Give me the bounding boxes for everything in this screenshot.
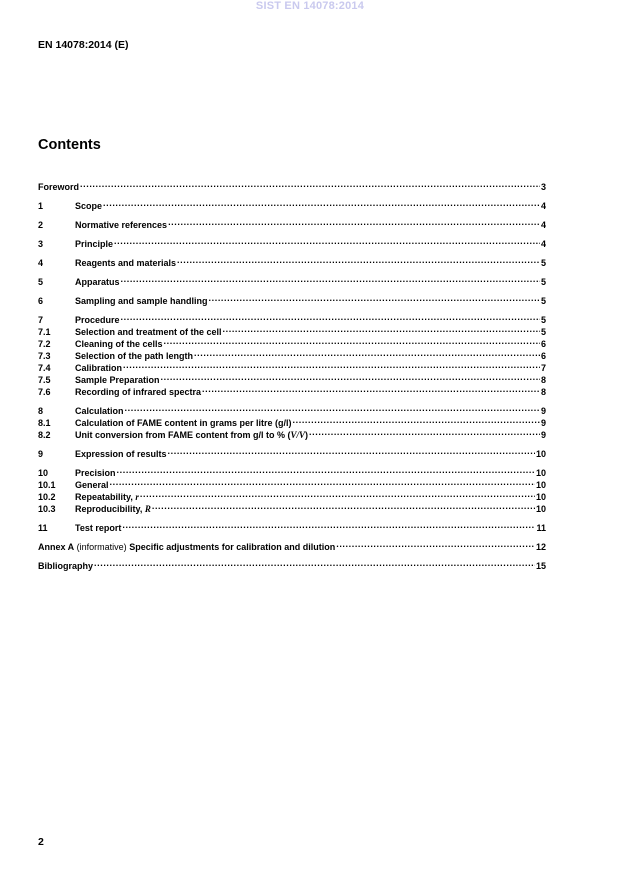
toc-entry-title: Normative references [75, 220, 168, 230]
toc-entry-title: Calculation [75, 406, 124, 416]
toc-entry-repeatability[interactable] [38, 488, 546, 500]
dot-leader [164, 335, 540, 347]
table-of-contents [38, 178, 546, 569]
toc-entry-expression-results[interactable] [38, 445, 546, 457]
toc-entry-title: Procedure [75, 315, 120, 325]
toc-entry-page: 7 [540, 363, 546, 373]
toc-entry-title-italic: R [144, 504, 151, 514]
dot-leader [293, 414, 540, 426]
page-number: 2 [38, 836, 44, 848]
toc-entry-page: 4 [540, 239, 546, 249]
toc-entry-page: 12 [535, 542, 546, 552]
toc-entry-number: 10.1 [38, 480, 56, 490]
dot-leader [309, 426, 540, 438]
dot-leader [168, 445, 535, 457]
toc-entry-number: 7.6 [38, 387, 51, 397]
toc-entry-title: Precision [75, 468, 116, 478]
page-title: Contents [38, 137, 101, 153]
toc-entry-page: 10 [535, 504, 546, 514]
toc-entry-page: 10 [535, 480, 546, 490]
toc-entry-number: 10.2 [38, 492, 56, 502]
toc-entry-number: 10 [38, 468, 49, 478]
dot-leader [117, 464, 535, 476]
toc-entry-test-report[interactable] [38, 519, 546, 531]
toc-entry-page: 9 [540, 406, 546, 416]
dot-leader [110, 476, 535, 488]
toc-entry-page: 10 [535, 468, 546, 478]
toc-entry-number: 8.2 [38, 430, 51, 440]
dot-leader [223, 323, 540, 335]
toc-entry-title-normal: (informative) [74, 542, 130, 552]
toc-entry-title: Sample Preparation [75, 375, 160, 385]
toc-entry-title: Selection of the path length [75, 351, 194, 361]
dot-leader [80, 178, 540, 190]
toc-entry-number: 2 [38, 220, 44, 230]
toc-entry-annex-a[interactable] [38, 538, 546, 550]
toc-entry-title: Reagents and materials [75, 258, 177, 268]
toc-entry-page: 4 [540, 201, 546, 211]
toc-entry-title: Scope [75, 201, 103, 211]
toc-entry-page: 5 [540, 277, 546, 287]
toc-entry-title: Apparatus [75, 277, 120, 287]
toc-entry-page: 9 [540, 418, 546, 428]
toc-entry-number: 9 [38, 449, 44, 459]
toc-entry-sampling[interactable] [38, 292, 546, 304]
toc-entry-title: Sampling and sample handling [75, 296, 208, 306]
toc-entry-title-text: Repeatability, [75, 492, 136, 502]
toc-entry-page: 6 [540, 339, 546, 349]
toc-entry-title-text: Annex A [38, 542, 75, 552]
toc-entry-title: Foreword [38, 182, 80, 192]
toc-entry-number: 7 [38, 315, 44, 325]
toc-entry-page: 5 [540, 315, 546, 325]
dot-leader [209, 292, 540, 304]
dot-leader [94, 557, 535, 569]
dot-leader [121, 311, 540, 323]
toc-entry-page: 8 [540, 387, 546, 397]
document-id: EN 14078:2014 (E) [38, 39, 129, 51]
toc-entry-title: Selection and treatment of the cell [75, 327, 222, 337]
toc-entry-title: General [75, 480, 109, 490]
toc-entry-title [75, 491, 139, 503]
toc-entry-principle[interactable] [38, 235, 546, 247]
toc-entry-page: 15 [535, 561, 546, 571]
toc-entry-title: Calibration [75, 363, 123, 373]
toc-entry-title-italic: V/V [290, 430, 306, 440]
toc-entry-number: 7.1 [38, 327, 51, 337]
toc-entry-general[interactable] [38, 476, 546, 488]
dot-leader [161, 371, 540, 383]
toc-entry-title-italic: r [135, 492, 139, 502]
toc-entry-title: Calculation of FAME content in grams per litre (g/l) [75, 418, 292, 428]
toc-entry-page: 5 [540, 258, 546, 268]
toc-entry-number: 7.4 [38, 363, 51, 373]
toc-entry-title: Bibliography [38, 561, 94, 571]
toc-entry-page: 3 [540, 182, 546, 192]
toc-entry-number: 3 [38, 239, 44, 249]
toc-entry-title-end: Specific adjustments for calibration and dilution [129, 542, 336, 552]
dot-leader [177, 254, 540, 266]
toc-entry-number: 4 [38, 258, 44, 268]
dot-leader [168, 216, 540, 228]
dot-leader [202, 383, 540, 395]
toc-entry-procedure[interactable] [38, 311, 546, 323]
toc-entry-page: 5 [540, 327, 546, 337]
toc-entry-title-text: Reproducibility, [75, 504, 145, 514]
toc-entry-title-end: ) [305, 430, 309, 440]
toc-entry-foreword[interactable] [38, 178, 546, 190]
toc-entry-title [75, 429, 308, 441]
toc-entry-title: Test report [75, 523, 122, 533]
toc-entry-page: 11 [536, 523, 546, 533]
toc-entry-title: Recording of infrared spectra [75, 387, 202, 397]
toc-entry-page: 6 [540, 351, 546, 361]
toc-entry-title: Expression of results [75, 449, 167, 459]
dot-leader [122, 519, 535, 531]
dot-leader [114, 235, 540, 247]
dot-leader [125, 402, 540, 414]
toc-entry-page: 9 [540, 430, 546, 440]
toc-entry-number: 8.1 [38, 418, 51, 428]
toc-entry-number: 5 [38, 277, 44, 287]
toc-entry-title-text: Unit conversion from FAME content from g/l to % ( [75, 430, 291, 440]
toc-entry-page: 10 [535, 449, 546, 459]
toc-entry-number: 11 [38, 523, 48, 533]
toc-entry-number: 8 [38, 406, 44, 416]
toc-entry-page: 5 [540, 296, 546, 306]
toc-entry-title [75, 503, 151, 515]
toc-entry-page: 10 [535, 492, 546, 502]
dot-leader [121, 273, 540, 285]
toc-entry-number: 1 [38, 201, 44, 211]
toc-entry-scope[interactable] [38, 197, 546, 209]
toc-entry-page: 8 [540, 375, 546, 385]
toc-entry-bibliography[interactable] [38, 557, 546, 569]
toc-entry-number: 6 [38, 296, 44, 306]
dot-leader [194, 347, 540, 359]
toc-entry-apparatus[interactable] [38, 273, 546, 285]
dot-leader [336, 538, 535, 550]
dot-leader [152, 500, 535, 512]
toc-entry-normative-references[interactable] [38, 216, 546, 228]
toc-entry-number: 7.3 [38, 351, 51, 361]
toc-entry-title: Cleaning of the cells [75, 339, 163, 349]
toc-entry-title [38, 541, 335, 553]
toc-entry-title: Principle [75, 239, 114, 249]
toc-entry-precision[interactable] [38, 464, 546, 476]
watermark: SIST EN 14078:2014 [255, 0, 365, 12]
toc-entry-reagents[interactable] [38, 254, 546, 266]
dot-leader [103, 197, 540, 209]
toc-entry-calculation[interactable] [38, 402, 546, 414]
toc-entry-number: 10.3 [38, 504, 56, 514]
toc-entry-number: 7.5 [38, 375, 51, 385]
toc-entry-number: 7.2 [38, 339, 51, 349]
toc-entry-page: 4 [540, 220, 546, 230]
dot-leader [123, 359, 540, 371]
dot-leader [140, 488, 535, 500]
